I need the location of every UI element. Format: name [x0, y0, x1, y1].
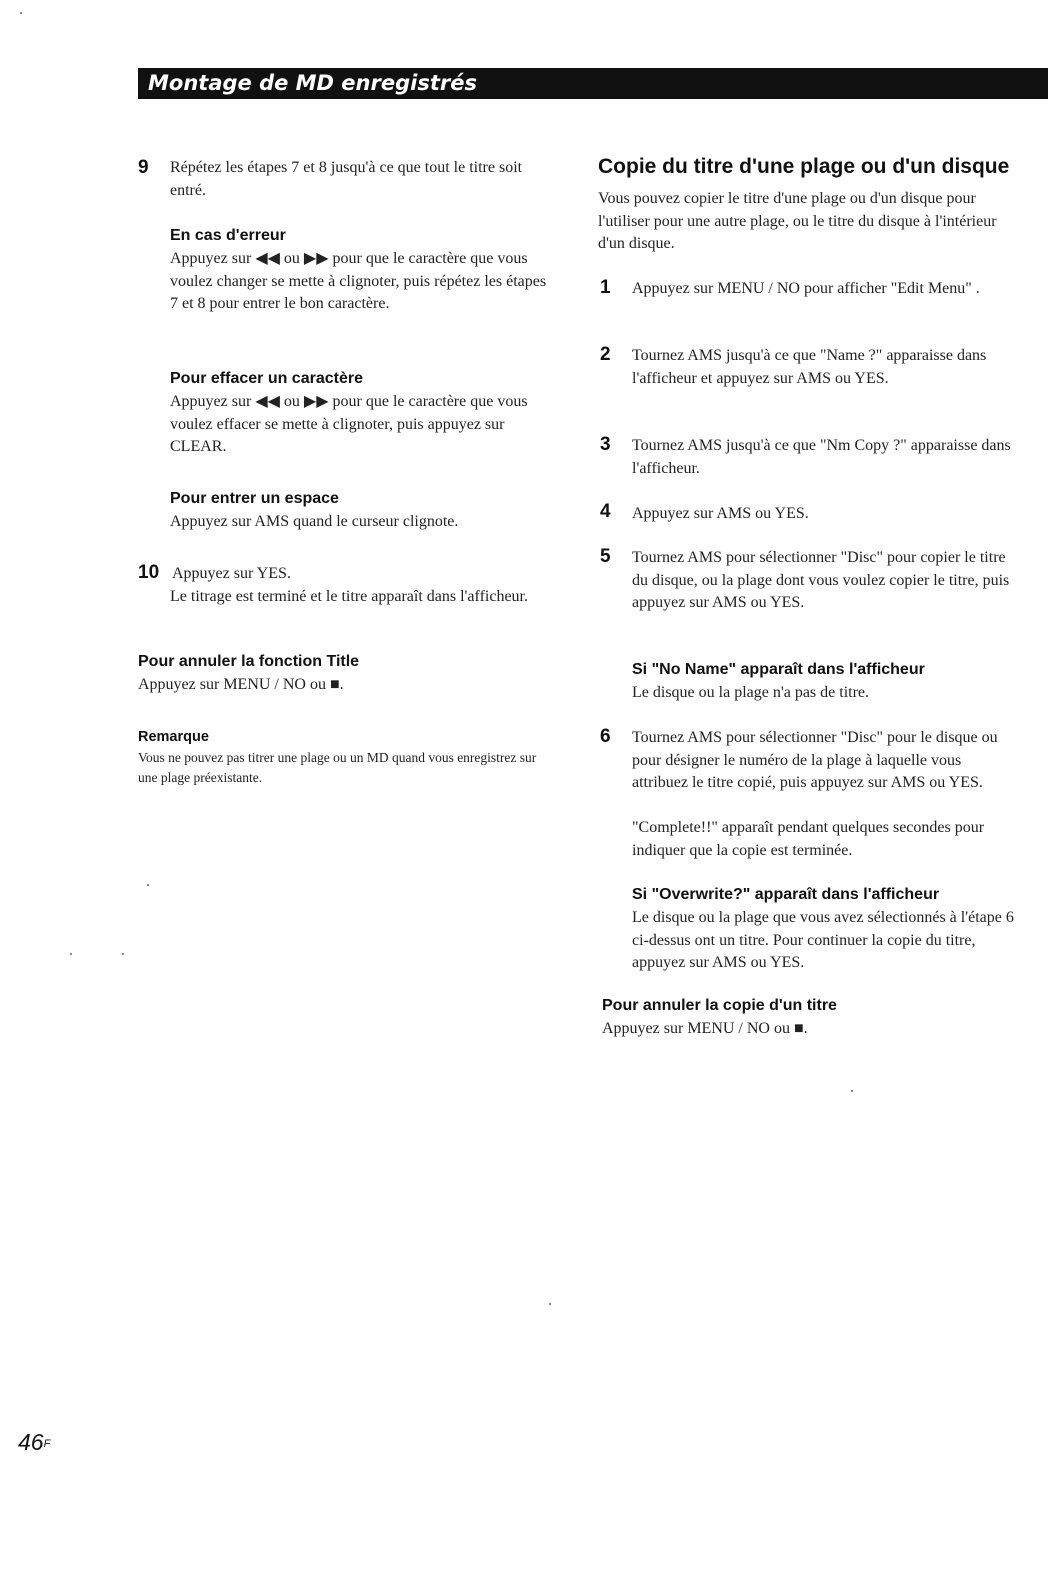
no-name-text: Le disque ou la plage n'a pas de titre.: [632, 684, 870, 701]
step-10-subtext: Le titrage est terminé et le titre apparaît dans l'afficheur.: [170, 588, 528, 605]
en-cas-erreur-text: Appuyez sur ◀◀ ou ▶▶ pour que le caractère que vous voulez changer se mette à clignoter, puis répétez les étapes 7 et 8 pour entrer le bon caractère.: [170, 250, 547, 312]
annuler-copie-heading: Pour annuler la copie d'un titre: [602, 997, 837, 1014]
copy-step-4-text: Appuyez sur AMS ou YES.: [632, 505, 809, 522]
step-9-number: 9: [138, 157, 149, 178]
copy-step-3-number: 3: [600, 434, 611, 455]
scan-speck: [549, 1303, 551, 1305]
section-header-bar: [138, 68, 1048, 99]
scan-speck: [70, 953, 72, 955]
copy-step-6-text: Tournez AMS pour sélectionner "Disc" pour le disque ou pour désigner le numéro de la plage à laquelle vous attribuez le titre copié, puis appuyez sur AMS ou YES.: [632, 729, 998, 791]
page-number-suffix: F: [43, 1438, 51, 1450]
copy-step-4-number: 4: [600, 501, 611, 522]
en-cas-erreur-heading: En cas d'erreur: [170, 227, 286, 244]
step-10-number: 10: [138, 562, 160, 583]
copie-titre-section-title: Copie du titre d'une plage ou d'un disque: [598, 155, 1010, 178]
page-number-value: 46: [18, 1429, 44, 1455]
copy-step-6-number: 6: [600, 726, 611, 747]
copy-step-1-number: 1: [600, 277, 611, 298]
remarque-text: Vous ne pouvez pas titrer une plage ou un MD quand vous enregistrez sur une plage préexistante.: [138, 750, 537, 785]
entrer-espace-text: Appuyez sur AMS quand le curseur clignote.: [170, 513, 459, 530]
step-9-text: Répétez les étapes 7 et 8 jusqu'à ce que tout le titre soit entré.: [170, 159, 523, 199]
copy-step-5-text: Tournez AMS pour sélectionner "Disc" pour copier le titre du disque, ou la plage dont vous voulez copier le titre, puis appuyez sur AMS ou YES.: [632, 549, 1010, 611]
copie-titre-intro: Vous pouvez copier le titre d'une plage ou d'un disque pour l'utiliser pour une autre plage, ou le titre du disque à l'intérieur d'un disque.: [598, 190, 997, 252]
effacer-caractere-text: Appuyez sur ◀◀ ou ▶▶ pour que le caractère que vous voulez effacer se mette à clignoter, puis appuyez sur CLEAR.: [170, 393, 528, 455]
copy-step-3-text: Tournez AMS jusqu'à ce que "Nm Copy ?" apparaisse dans l'afficheur.: [632, 437, 1011, 477]
scan-speck: [147, 884, 149, 886]
entrer-espace-heading: Pour entrer un espace: [170, 490, 339, 507]
effacer-caractere-heading: Pour effacer un caractère: [170, 370, 363, 387]
annuler-copie-text: Appuyez sur MENU / NO ou ■.: [602, 1020, 808, 1037]
no-name-heading: Si "No Name" apparaît dans l'afficheur: [632, 661, 925, 678]
scan-speck: [20, 12, 22, 14]
scan-speck: [851, 1090, 853, 1092]
copy-step-2-text: Tournez AMS jusqu'à ce que "Name ?" apparaisse dans l'afficheur et appuyez sur AMS ou YES.: [632, 347, 987, 387]
step-10-text: Appuyez sur YES.: [172, 565, 291, 582]
overwrite-text: Le disque ou la plage que vous avez sélectionnés à l'étape 6 ci-dessus ont un titre. Pour continuer la copie du titre, appuyez sur AMS ou YES.: [632, 909, 1014, 971]
copy-step-1-text: Appuyez sur MENU / NO pour afficher "Edit Menu" .: [632, 280, 980, 297]
copy-step-5-number: 5: [600, 546, 611, 567]
section-header-title: Montage de MD enregistrés: [148, 71, 477, 95]
annuler-title-heading: Pour annuler la fonction Title: [138, 653, 360, 670]
copy-step-6-subtext: "Complete!!" apparaît pendant quelques secondes pour indiquer que la copie est terminée.: [632, 819, 985, 859]
remarque-heading: Remarque: [138, 729, 209, 745]
overwrite-heading: Si "Overwrite?" apparaît dans l'afficheur: [632, 886, 940, 903]
scan-speck: [122, 953, 124, 955]
copy-step-2-number: 2: [600, 344, 611, 365]
page-number: [18, 1428, 50, 1456]
annuler-title-text: Appuyez sur MENU / NO ou ■.: [138, 676, 344, 693]
